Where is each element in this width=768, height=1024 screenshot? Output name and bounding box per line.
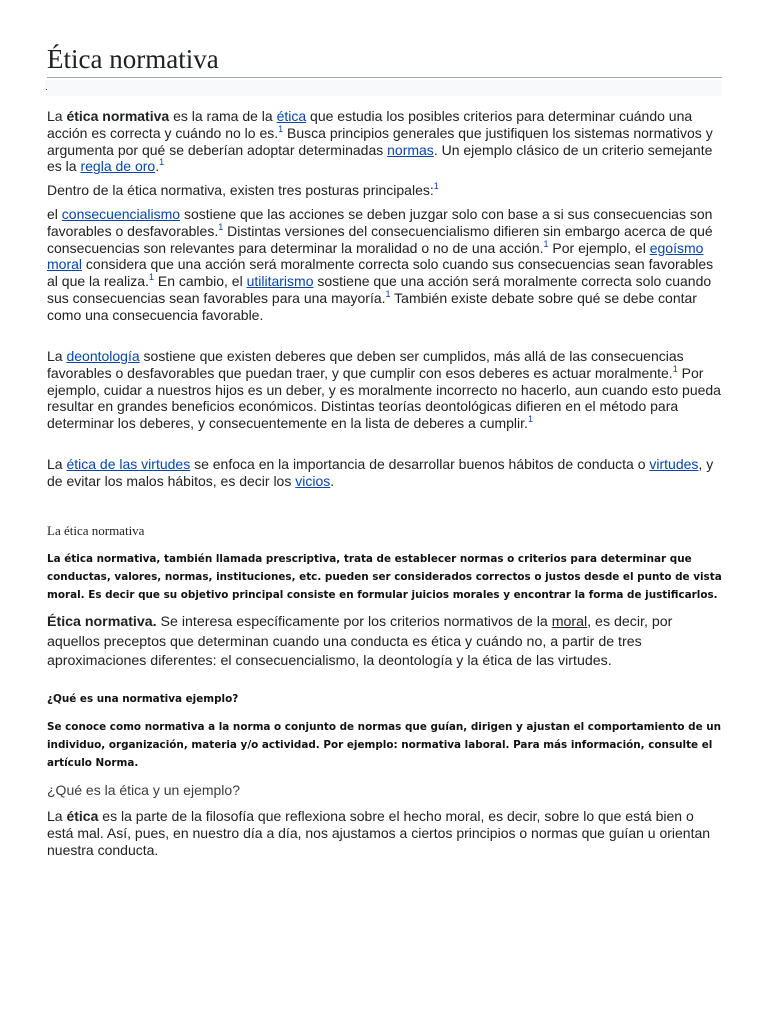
deontology-paragraph: La deontología sostiene que existen deberes que deben ser cumplidos, más allá de las consecuencias favorables o desfavorables que puedan traer, y que cumplir con esos deberes es actuar moralmente.$^1$ Por ejemplo, cuidar a nuestros hijos es un deber, y es moralmente incorrecto no hacerlo, aun cuando esto pueda resultar en grandes beneficios económicos. Distintas teorías deontológicas difieren en el método para determinar los deberes, y consecuentemente en la lista de deberes a cumplir.$^1$ [47,348,721,432]
link-consecuencialismo[interactable]: consecuencialismo [61,206,181,222]
link-vicios[interactable]: vicios [295,472,331,489]
link-deontologia[interactable]: deontología [66,348,140,364]
section-title: La ética normativa [47,523,145,538]
link-etica[interactable]: ética [276,108,307,124]
intro-paragraph: La ética normativa es la rama de la ética que estudia los posibles criterios para determinar cuándo una acción es correcta y cuándo no lo es.$^1$ Busca principios generales que justifiquen los sistemas normativos y argumenta por qué se deberían adoptar determinadas normas. Un ejemplo clásico de un criterio semejante es la regla de oro.$^1$ [47,108,713,175]
ref-2[interactable]: 1 [159,157,165,168]
question-normativa: ¿Qué es una normativa ejemplo? [47,693,239,705]
postures-paragraph: Dentro de la ética normativa, existen tres posturas principales:$^1$ [47,181,439,198]
link-moral[interactable]: moral [551,614,588,630]
ref-8[interactable]: 1 [672,363,678,374]
link-egoismo-moral[interactable]: egoísmo moral [47,239,704,273]
ref-7[interactable]: 1 [385,288,391,299]
ref-4[interactable]: 1 [218,221,224,232]
link-virtudes[interactable]: virtudes [649,456,699,472]
ref-6[interactable]: 1 [148,272,154,283]
link-utilitarismo[interactable]: utilitarismo [246,273,314,290]
ref-9[interactable]: 1 [527,414,533,425]
definition-paragraph: La ética normativa, también llamada prescriptiva, trata de establecer normas o criterios para determinar que conductas, valores, normas, instituciones, etc. pueden ser considerados correctos o justos desde el punto de vista moral. Es decir que su objetivo principal consiste en formular juicios morales y encontrar la forma de justificarlos. [47,553,722,601]
ref-1[interactable]: 1 [278,123,284,134]
virtue-paragraph: La ética de las virtudes se enfoca en la importancia de desarrollar buenos hábitos de conducta o virtudes, y de evitar los malos hábitos, es decir los vicios. [47,456,714,489]
notice-bar: . [45,80,722,96]
link-normas[interactable]: normas [387,141,434,158]
ref-3[interactable]: 1 [433,181,439,191]
ref-5[interactable]: 1 [543,238,549,249]
consequentialism-paragraph: el consecuencialismo sostiene que las acciones se deben juzgar solo con base a si sus consecuencias son favorables o desfavorables.$^1$ Distintas versiones del consecuencialismo difieren sin embargo acerca de qué consecuencias son relevantes para determinar la moralidad o no de una acción.$^1$ Por ejemplo, el egoísmo moral considera que una acción será moralmente correcta solo cuando sus consecuencias sean favorables al que la realiza.$^1$ En cambio, el utilitarismo sostiene que una acción será moralmente correcta solo cuando sus consecuencias sean favorables para una mayoría.$^1$ También existe debate sobre qué se debe contar como una consecuencia favorable. [47,206,714,323]
page-title: Ética normativa [47,43,722,78]
etica-paragraph: La ética es la parte de la filosofía que reflexiona sobre el hecho moral, es decir, sobre lo que está bien o está mal. Así, pues, en nuestro día a día, nos ajustamos a ciertos principios o normas que guían u orientan nuestra conducta. [47,808,711,858]
link-regla-de-oro[interactable]: regla de oro [80,158,156,175]
link-etica-virtudes[interactable]: ética de las virtudes [66,456,191,472]
question-etica: ¿Qué es la ética y un ejemplo? [47,782,240,798]
normative-ethics-paragraph: Ética normativa. Se interesa específicamente por los criterios normativos de la moral, es decir, por aquellos preceptos que determinan cuando una conducta es ética y cuándo no, a partir de tres aproximaciones diferentes: el consecuencialismo, la deontología y la ética de las virtudes. [47,614,673,670]
normativa-paragraph: Se conoce como normativa a la norma o conjunto de normas que guían, dirigen y ajustan el comportamiento de un individuo, organización, materia y/o actividad. Por ejemplo: normativa laboral. Para más información, consulte el artículo Norma. [47,721,722,769]
